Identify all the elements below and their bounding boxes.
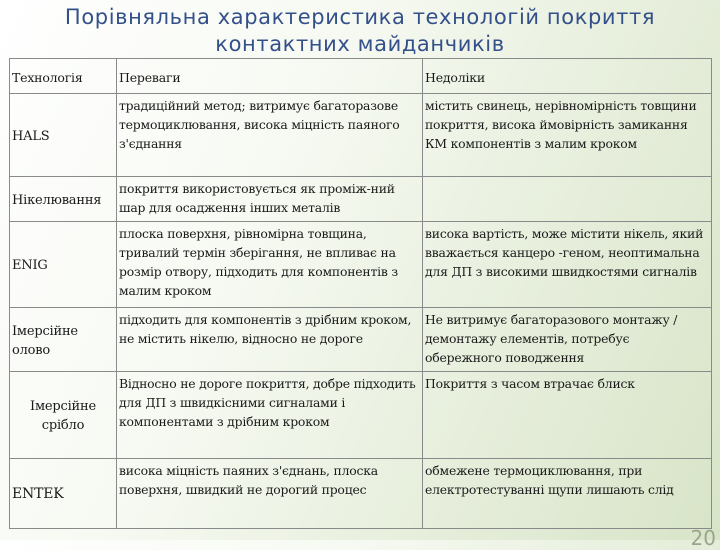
tech-cell: HALS: [10, 94, 117, 177]
cons-cell: Не витримує багаторазового монтажу / демонтажу елементів, потребує обережного поводження: [423, 308, 712, 372]
table-header-row: [10, 59, 712, 94]
tech-cell: Імерсійне срібло: [10, 372, 117, 459]
pros-cell: плоска поверхня, рівномірна товщина, тривалий термін зберігання, не впливає на розмір отвору, підходить для компонентів з малим кроком: [117, 222, 423, 308]
header-disadvantages: Недоліки: [423, 59, 712, 94]
pros-cell: покриття використовується як проміж-ний шар для осадження інших металів: [117, 177, 423, 222]
comparison-table: [9, 58, 712, 529]
slide-title-line-1: Порівняльна характеристика технологій покриття: [64, 5, 656, 29]
table-row: [10, 459, 712, 529]
slide-title: [20, 4, 700, 58]
cons-cell: обмежене термоциклювання, при електротестуванні щупи лишають слід: [423, 459, 712, 529]
pros-cell: традиційний метод; витримує багаторазове термоциклювання, висока міцність паяного з'єднання: [117, 94, 423, 177]
tech-cell: ENIG: [10, 222, 117, 308]
tech-cell: Імерсійне олово: [10, 308, 117, 372]
pros-cell: Відносно не дороге покриття, добре підходить для ДП з швидкісними сигналами і компонентами з дрібним кроком: [117, 372, 423, 459]
table-row: [10, 94, 712, 177]
header-technology: Технологія: [10, 59, 117, 94]
header-advantages: Переваги: [117, 59, 423, 94]
table-row: [10, 372, 712, 459]
table-row: [10, 308, 712, 372]
cons-cell: Покриття з часом втрачає блиск: [423, 372, 712, 459]
pros-cell: висока міцність паяних з'єднань, плоска поверхня, швидкий не дорогий процес: [117, 459, 423, 529]
table-row: [10, 177, 712, 222]
page-number: 20: [690, 526, 716, 550]
cons-cell: містить свинець, нерівномірність товщини покриття, висока ймовірність замикання КМ компонентів з малим кроком: [423, 94, 712, 177]
tech-cell: Нікелювання: [10, 177, 117, 222]
slide-title-line-2: контактних майданчиків: [215, 32, 505, 56]
cons-cell: висока вартість, може містити нікель, який вважається канцеро -геном, неоптимальна для ДП з високими швидкостями сигналів: [423, 222, 712, 308]
pros-cell: підходить для компонентів з дрібним кроком, не містить нікелю, відносно не дороге: [117, 308, 423, 372]
cons-cell: [423, 177, 712, 222]
table-row: [10, 222, 712, 308]
tech-cell: ENTEK: [10, 459, 117, 529]
